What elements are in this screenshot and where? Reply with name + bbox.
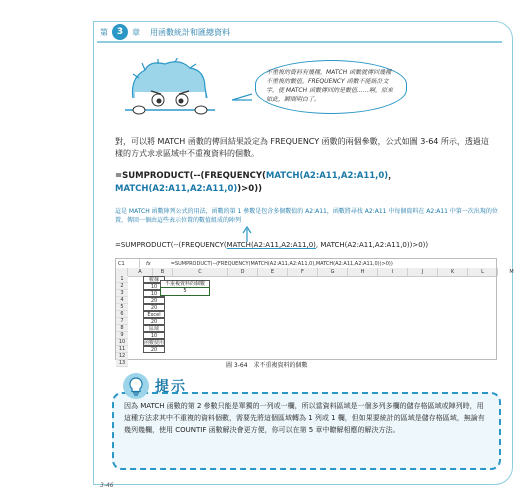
select-all-corner [116, 268, 128, 276]
formula-annotated-prefix: =SUMPRODUCT(--(FREQUENCY( [115, 241, 227, 249]
column-header-b: B [153, 268, 173, 276]
chapter-header [100, 22, 230, 42]
column-header-k: K [438, 268, 468, 276]
formula-annotation-note: 這是 MATCH 函數陣列公式的用法，函數的第 1 參數是包含多個數值的 A2:A11，函數將尋找 A2:A11 中每個資料在 A2:A11 中第一次出現的位置，傳回一個由這些表示位置的數值組成的陣列 [115, 208, 498, 224]
row-header-9: 9 [116, 332, 128, 339]
column-header-m: M [498, 268, 520, 276]
page-number: 3-46 [100, 482, 114, 489]
intro-paragraph: 對，可以將 MATCH 函數的傳回結果設定為 FREQUENCY 函數的兩個參數，公式如圖 3-64 所示，透過這樣的方式求求區域中不重複資料的個數。 [115, 137, 489, 158]
cell-a9: 10 [143, 332, 165, 339]
result-value-cell: 5 [160, 287, 210, 296]
column-headers [116, 268, 514, 277]
column-header-a: A [128, 268, 153, 276]
speech-bubble-text: 不重複的資料有幾種，MATCH 函數就傳回幾種不重複的數值，FREQUENCY 函數不能統計文字，使 MATCH 函數傳回的是數值……啊，原來如此，瞬間明白了。 [266, 69, 394, 103]
figure-caption: 圖 3-64 求不重複資料的個數 [226, 362, 308, 369]
formula-bar-text: =SUMPRODUCT(--(FREQUENCY(MATCH(A2:A11,A2:A11,0),MATCH(A2:A11,A2:A11,0))>0)) [170, 260, 393, 267]
cell-a8: 區域 [143, 325, 165, 332]
column-header-e: E [258, 268, 288, 276]
row-header-12: 12 [116, 353, 128, 360]
row-header-2: 2 [116, 283, 128, 290]
chapter-number-badge: 3 [112, 24, 128, 40]
formula-main-suffix: )>0)) [237, 184, 262, 194]
row-header-10: 10 [116, 339, 128, 346]
cell-a2: 10 [143, 283, 165, 290]
column-header-g: G [318, 268, 348, 276]
formula-annotated [115, 241, 505, 249]
cell-a6: Excel [143, 311, 165, 318]
row-header-5: 5 [116, 304, 128, 311]
bubble-tail [232, 92, 252, 102]
result-label-cell: 不重複資料的個數 [160, 280, 210, 289]
cell-a4: 20 [143, 297, 165, 304]
cell-a3: 10 [143, 290, 165, 297]
row-header-8: 8 [116, 325, 128, 332]
formula-annotated-suffix: , MATCH(A2:A11,A2:A11,0))>0)) [315, 241, 429, 249]
cell-a10: 函數使用 [144, 340, 165, 346]
column-header-f: F [288, 268, 318, 276]
cell-a7: 20 [143, 318, 165, 325]
fx-icon: fx [146, 260, 151, 267]
row-header-13: 13 [116, 360, 128, 367]
column-header-d: D [228, 268, 258, 276]
row-header-4: 4 [116, 297, 128, 304]
row-header-11: 11 [116, 346, 128, 353]
formula-annotated-underlined: MATCH(A2:A11,A2:A11,0) [226, 241, 316, 249]
name-box: C1 [116, 259, 140, 268]
formula-main-match1: MATCH(A2:A11,A2:A11,0) [265, 171, 389, 181]
formula-main [115, 170, 500, 196]
column-header-h: H [348, 268, 378, 276]
formula-main-match2: MATCH(A2:A11,A2:A11,0) [115, 184, 238, 194]
row-header-6: 6 [116, 311, 128, 318]
column-header-j: J [408, 268, 438, 276]
cell-a1: 數據 [143, 276, 165, 283]
row-header-3: 3 [116, 290, 128, 297]
chapter-title: 用函數統計和匯總資料 [150, 27, 230, 37]
up-arrow-icon [242, 226, 252, 242]
column-header-c: C [173, 268, 228, 276]
lightbulb-icon [122, 372, 150, 400]
formula-main-prefix: =SUMPRODUCT(--(FREQUENCY( [115, 171, 266, 181]
peeking-character-illustration [125, 58, 215, 120]
row-header-1: 1 [116, 276, 128, 283]
column-header-i: I [378, 268, 408, 276]
tip-title: 提示 [155, 379, 187, 395]
cell-a5: 20 [143, 304, 165, 311]
cell-a11: 20 [143, 346, 165, 353]
tip-text: 因為 MATCH 函數的第 2 參數只能是單獨的一列或一欄，所以當資料區域是一個多列多欄的儲存格區域或陣列時，用這種方法求其中不重複的資料個數，需要先將這個區域轉為 1 列或 1 欄，但如果要統計的區域是儲存格區域，無論有幾列幾欄，使用 COUNTIF 函數解決會更方便，你可以在第 5 章中瞭解相應的解決方法。 [124, 402, 485, 434]
chapter-word-pre: 第 [100, 27, 108, 37]
row-header-7: 7 [116, 318, 128, 325]
column-header-l: L [468, 268, 498, 276]
formula-main-comma: ， [388, 171, 397, 181]
header-divider [97, 41, 502, 43]
chapter-word-post: 章 [132, 27, 140, 37]
